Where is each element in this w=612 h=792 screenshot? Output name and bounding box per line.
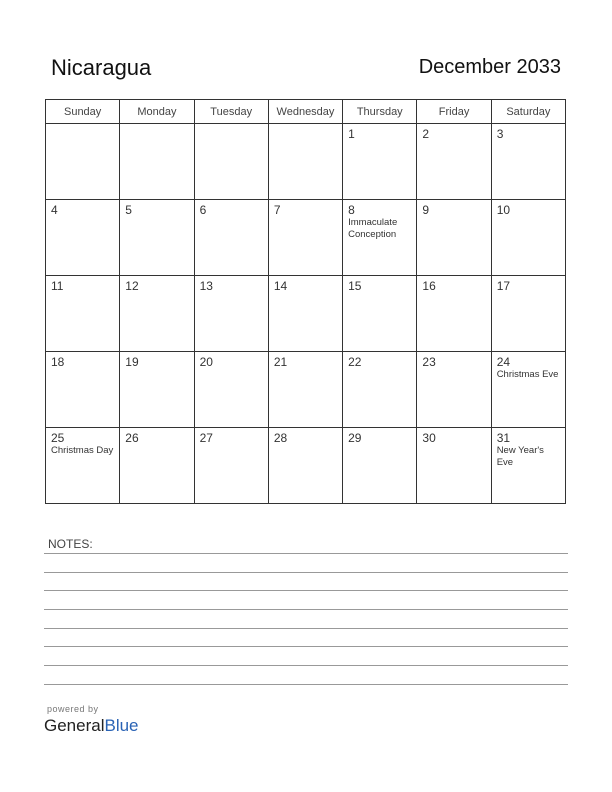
holiday-label: Christmas Day <box>51 445 114 456</box>
day-cell <box>268 200 342 276</box>
day-cell <box>491 428 565 504</box>
weekday-header: Friday <box>417 100 491 124</box>
day-number: 15 <box>348 279 362 293</box>
day-cell <box>268 124 342 200</box>
day-cell <box>194 276 268 352</box>
holiday-label: New Year's Eve <box>496 445 544 468</box>
day-cell <box>120 124 194 200</box>
weekday-header: Monday <box>120 100 194 124</box>
day-number: 31 <box>496 431 511 445</box>
day-cell <box>491 200 565 276</box>
notes-line <box>44 646 568 647</box>
weekday-header: Saturday <box>491 100 565 124</box>
week-row <box>46 200 566 276</box>
day-number: 27 <box>199 431 213 445</box>
day-number: 16 <box>422 279 436 293</box>
day-number: 19 <box>125 355 139 369</box>
day-number: 10 <box>496 203 511 217</box>
weekday-header: Tuesday <box>194 100 268 124</box>
day-cell <box>268 276 342 352</box>
day-number: 9 <box>422 203 430 217</box>
day-number: 4 <box>51 203 58 217</box>
month-year-title: December 2033 <box>418 56 561 78</box>
day-cell <box>120 428 194 504</box>
day-cell <box>46 428 120 504</box>
day-cell <box>343 352 417 428</box>
day-number: 17 <box>496 279 511 293</box>
day-cell <box>268 428 342 504</box>
day-number: 6 <box>199 203 207 217</box>
week-row <box>46 428 566 504</box>
day-number: 22 <box>348 355 362 369</box>
day-cell <box>417 352 491 428</box>
day-cell <box>46 276 120 352</box>
week-row <box>46 276 566 352</box>
day-number: 25 <box>51 431 65 445</box>
day-cell <box>417 124 491 200</box>
notes-line <box>44 665 568 666</box>
day-number: 13 <box>199 279 213 293</box>
generalblue-logo <box>44 716 139 736</box>
day-number: 3 <box>496 127 504 141</box>
weekday-header: Wednesday <box>268 100 342 124</box>
notes-line <box>44 572 568 573</box>
day-cell <box>194 124 268 200</box>
day-cell <box>343 124 417 200</box>
powered-by-label: powered by <box>47 704 99 714</box>
day-number: 11 <box>51 279 64 293</box>
day-number: 23 <box>422 355 436 369</box>
day-number: 24 <box>496 355 511 369</box>
week-row <box>46 124 566 200</box>
day-cell <box>194 428 268 504</box>
weekday-header: Thursday <box>343 100 417 124</box>
day-cell <box>194 200 268 276</box>
day-cell <box>491 124 565 200</box>
day-cell <box>417 276 491 352</box>
notes-line <box>44 684 568 685</box>
notes-line <box>44 553 568 554</box>
day-number: 2 <box>422 127 430 141</box>
day-number: 12 <box>125 279 139 293</box>
day-number: 7 <box>273 203 281 217</box>
day-number: 30 <box>422 431 436 445</box>
notes-line <box>44 628 568 629</box>
day-number: 20 <box>199 355 213 369</box>
day-cell <box>46 124 120 200</box>
day-cell <box>343 276 417 352</box>
day-cell <box>46 200 120 276</box>
week-row <box>46 352 566 428</box>
day-number: 1 <box>348 127 355 141</box>
notes-line <box>44 590 568 591</box>
day-number: 28 <box>273 431 288 445</box>
day-cell <box>194 352 268 428</box>
country-title: Nicaragua <box>51 55 152 80</box>
day-number: 21 <box>273 355 288 369</box>
day-cell <box>491 352 565 428</box>
day-cell <box>343 428 417 504</box>
day-number: 26 <box>125 431 139 445</box>
day-number: 29 <box>348 431 362 445</box>
day-cell <box>343 200 417 276</box>
holiday-label: Christmas Eve <box>496 369 559 380</box>
day-cell <box>120 200 194 276</box>
day-number: 14 <box>273 279 288 293</box>
notes-label: NOTES: <box>48 537 93 551</box>
day-number: 8 <box>348 203 355 217</box>
day-cell <box>491 276 565 352</box>
day-cell <box>417 200 491 276</box>
day-cell <box>46 352 120 428</box>
brand-general: General <box>44 716 105 735</box>
notes-line <box>44 609 568 610</box>
calendar-grid <box>45 99 566 504</box>
weekday-header: Sunday <box>46 100 120 124</box>
brand-blue: Blue <box>104 716 139 735</box>
holiday-label: Immaculate Conception <box>348 217 398 240</box>
day-cell <box>268 352 342 428</box>
day-number: 5 <box>125 203 132 217</box>
day-number: 18 <box>51 355 65 369</box>
day-cell <box>120 352 194 428</box>
weekday-header-row <box>46 100 566 124</box>
day-cell <box>120 276 194 352</box>
day-cell <box>417 428 491 504</box>
